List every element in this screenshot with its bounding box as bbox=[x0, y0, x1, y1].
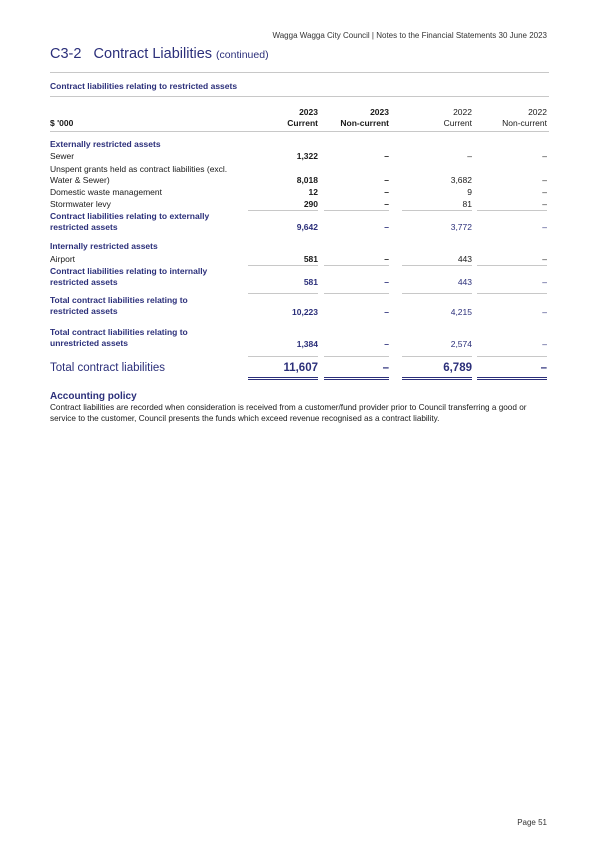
grand-double-underline-c3 bbox=[402, 379, 472, 380]
row-unspent-2022-current: 3,682 bbox=[450, 175, 472, 185]
grand-total-2022-current: 6,789 bbox=[443, 362, 472, 374]
grand-double-underline-c1 bbox=[248, 379, 318, 380]
divider-restricted-c3 bbox=[402, 293, 472, 294]
row-unrestricted-total-2022-current: 2,574 bbox=[450, 339, 472, 349]
grand-underline-c3 bbox=[402, 377, 472, 378]
grand-total-2023-current: 11,607 bbox=[283, 362, 318, 374]
row-sewer-2022-current: – bbox=[467, 151, 472, 161]
col4-header bbox=[467, 107, 547, 129]
row-stormwater-2023-noncurrent: – bbox=[384, 199, 389, 209]
section-divider bbox=[50, 96, 549, 97]
col3-header bbox=[392, 107, 472, 129]
externally-restricted-heading: Externally restricted assets bbox=[50, 139, 161, 149]
grand-double-underline-c4 bbox=[477, 379, 547, 380]
row-ext-total-2023-noncurrent: – bbox=[384, 222, 389, 232]
row-restricted-total-2022-current: 4,215 bbox=[450, 307, 472, 317]
row-airport-2022-noncurrent: – bbox=[542, 254, 547, 264]
col1-year: 2023 bbox=[299, 107, 318, 117]
grand-underline-c4 bbox=[477, 377, 547, 378]
row-restricted-total-2023-noncurrent: – bbox=[384, 307, 389, 317]
row-restricted-total-label bbox=[50, 295, 270, 316]
row-restricted-total-2022-noncurrent: – bbox=[542, 307, 547, 317]
col1-header bbox=[238, 107, 318, 129]
row-stormwater-label: Stormwater levy bbox=[50, 199, 111, 209]
divider-grand-c2 bbox=[324, 356, 389, 357]
row-unspent-label-line2: Water & Sewer) bbox=[50, 174, 110, 185]
grand-underline-c2 bbox=[324, 377, 389, 378]
row-unrestricted-total-2022-noncurrent: – bbox=[542, 339, 547, 349]
row-int-total-2022-current: 443 bbox=[457, 277, 472, 287]
divider-ext-c3 bbox=[402, 210, 472, 211]
row-domestic-2023-noncurrent: – bbox=[384, 187, 389, 197]
page-number: Page 51 bbox=[517, 818, 547, 827]
row-domestic-2023-current: 12 bbox=[308, 187, 318, 197]
row-int-total-label bbox=[50, 266, 270, 287]
unit-label: $ '000 bbox=[50, 118, 74, 128]
header-note: Wagga Wagga City Council | Notes to the Financial Statements 30 June 2023 bbox=[272, 31, 547, 40]
row-restricted-total-label-line1: Total contract liabilities relating to bbox=[50, 295, 188, 305]
col2-year: 2023 bbox=[370, 107, 389, 117]
grand-underline-c1 bbox=[248, 377, 318, 378]
row-airport-2023-current: 581 bbox=[303, 254, 318, 264]
row-domestic-label: Domestic waste management bbox=[50, 187, 162, 197]
divider-int-c2 bbox=[324, 265, 389, 266]
divider-int-c4 bbox=[477, 265, 547, 266]
row-restricted-total-label-line2: restricted assets bbox=[50, 305, 118, 316]
divider-grand-c1 bbox=[248, 356, 318, 357]
grand-total-label: Total contract liabilities bbox=[50, 362, 166, 374]
divider-ext-c2 bbox=[324, 210, 389, 211]
divider-int-c3 bbox=[402, 265, 472, 266]
col1-type: Current bbox=[287, 118, 318, 128]
row-ext-total-label-line1: Contract liabilities relating to externally bbox=[50, 211, 210, 221]
row-ext-total-2023-current: 9,642 bbox=[296, 222, 318, 232]
row-unspent-2023-noncurrent: – bbox=[384, 175, 389, 185]
row-sewer-2022-noncurrent: – bbox=[542, 151, 547, 161]
col4-type: Non-current bbox=[502, 118, 547, 128]
title-divider bbox=[50, 72, 549, 73]
row-int-total-2022-noncurrent: – bbox=[542, 277, 547, 287]
row-stormwater-2022-current: 81 bbox=[462, 199, 472, 209]
divider-grand-c4 bbox=[477, 356, 547, 357]
row-unrestricted-total-2023-current: 1,384 bbox=[296, 339, 318, 349]
row-unspent-label bbox=[50, 164, 270, 185]
title-code: C3-2 bbox=[50, 46, 82, 62]
page-title bbox=[50, 46, 269, 62]
row-airport-label: Airport bbox=[50, 254, 76, 264]
section-heading: Contract liabilities relating to restricted assets bbox=[50, 81, 238, 91]
divider-grand-c3 bbox=[402, 356, 472, 357]
grand-total-2022-noncurrent: – bbox=[540, 362, 547, 374]
row-int-total-label-line2: restricted assets bbox=[50, 276, 118, 287]
row-int-total-2023-noncurrent: – bbox=[384, 277, 389, 287]
row-ext-total-2022-current: 3,772 bbox=[450, 222, 472, 232]
title-sub: (continued) bbox=[216, 49, 269, 61]
col3-year: 2022 bbox=[453, 107, 472, 117]
row-domestic-2022-current: 9 bbox=[467, 187, 472, 197]
policy-heading: Accounting policy bbox=[50, 391, 137, 402]
internally-restricted-heading: Internally restricted assets bbox=[50, 241, 158, 251]
row-unspent-label-line1: Unspent grants held as contract liabilities (excl. bbox=[50, 164, 228, 174]
divider-restricted-c2 bbox=[324, 293, 389, 294]
col2-header bbox=[309, 107, 389, 129]
row-ext-total-2022-noncurrent: – bbox=[542, 222, 547, 232]
row-unrestricted-total-2023-noncurrent: – bbox=[384, 339, 389, 349]
row-int-total-2023-current: 581 bbox=[303, 277, 318, 287]
row-sewer-2023-noncurrent: – bbox=[384, 151, 389, 161]
row-stormwater-2023-current: 290 bbox=[303, 199, 318, 209]
col3-type: Current bbox=[443, 118, 472, 128]
row-unspent-2022-noncurrent: – bbox=[542, 175, 547, 185]
row-ext-total-label bbox=[50, 211, 270, 232]
divider-restricted-c4 bbox=[477, 293, 547, 294]
row-sewer-label: Sewer bbox=[50, 151, 75, 161]
row-restricted-total-2023-current: 10,223 bbox=[292, 307, 318, 317]
row-unrestricted-total-label bbox=[50, 327, 270, 348]
grand-double-underline-c2 bbox=[324, 379, 389, 380]
col4-year: 2022 bbox=[528, 107, 547, 117]
row-stormwater-2022-noncurrent: – bbox=[542, 199, 547, 209]
row-unrestricted-total-label-line1: Total contract liabilities relating to bbox=[50, 327, 188, 337]
row-airport-2023-noncurrent: – bbox=[384, 254, 389, 264]
row-unspent-2023-current: 8,018 bbox=[296, 175, 318, 185]
row-sewer-2023-current: 1,322 bbox=[296, 151, 318, 161]
divider-restricted-c1 bbox=[248, 293, 318, 294]
row-ext-total-label-line2: restricted assets bbox=[50, 221, 118, 232]
row-domestic-2022-noncurrent: – bbox=[542, 187, 547, 197]
row-int-total-label-line1: Contract liabilities relating to internally bbox=[50, 266, 208, 276]
policy-text: Contract liabilities are recorded when consideration is received from a customer/fund provider prior to Council transferring a good or service to the customer, Council presents the funds which exceed revenue recognised as a contract liability. bbox=[50, 403, 527, 423]
divider-ext-c4 bbox=[477, 210, 547, 211]
row-airport-2022-current: 443 bbox=[457, 254, 472, 264]
row-unrestricted-total-label-line2: unrestricted assets bbox=[50, 337, 128, 348]
grand-total-2023-noncurrent: – bbox=[382, 362, 389, 374]
header-divider bbox=[50, 131, 549, 132]
col2-type: Non-current bbox=[340, 118, 389, 128]
title-main: Contract Liabilities bbox=[93, 46, 213, 62]
